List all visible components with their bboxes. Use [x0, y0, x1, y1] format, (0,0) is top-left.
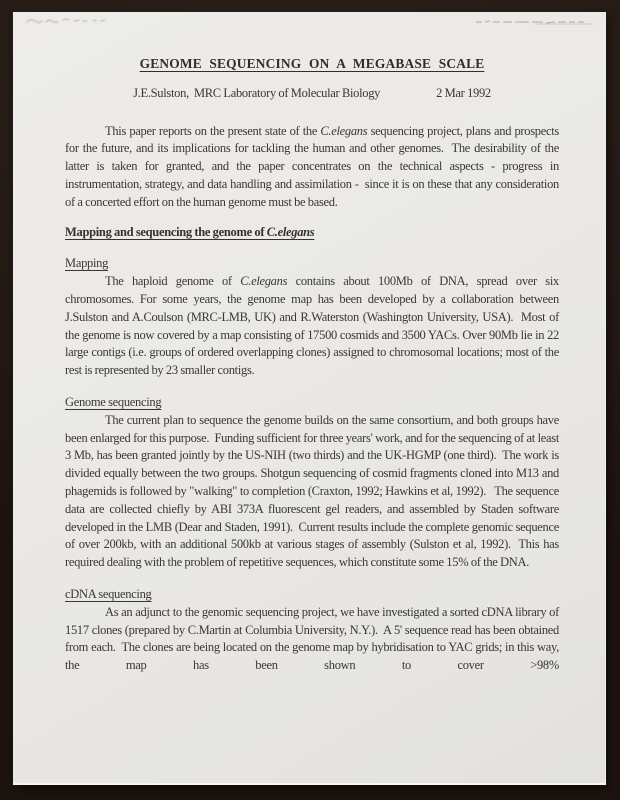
section-heading: Mapping and sequencing the genome of C.elegans	[65, 224, 315, 239]
byline-date: 2 Mar 1992	[436, 85, 491, 100]
pencil-annotation-icon	[25, 15, 111, 27]
genome-sequencing-paragraph: The current plan to sequence the genome builds on the same consortium, and both groups have been enlarged for this purpose. Funding sufficient for three years' work, and for the sequencing of at least 3 Mb, has been granted jointly by the US-NIH (two thirds) and the UK-HGMP (one third). The work is divided equally between the two groups. Shotgun sequencing of cosmid fragments cloned into M13 and phagemids is followed by "walking" to completion (Craxton, 1992; Hawkins et al, 1992). The sequence data are collected chiefly by ABI 373A fluorescent gel readers, and assembled by Staden software developed in the LMB (Dear and Staden, 1991). Current results include the complete genomic sequence of over 200kb, with an additional 500kb at various stages of assembly (Sulston et al, 1992). This has required dealing with the problem of repetitive sequences, which constitute some 15% of the DNA.	[65, 412, 559, 570]
subheading-genome-sequencing: Genome sequencing	[65, 394, 162, 409]
intro-paragraph: This paper reports on the present state of the C.elegans sequencing project, plans and prospects for the future, and its implications for tackling the human and other genomes. The desirability of the latter is taken for granted, and the paper concentrates on the technical aspects - progress in instrumentation, strategy, and data handling and assimilation - since it is on these that any consideration of a concerted effort on the human genome must be based.	[65, 123, 559, 209]
paper-sheet	[13, 12, 606, 785]
cdna-paragraph: As an adjunct to the genomic sequencing project, we have investigated a sorted cDNA library of 1517 clones (prepared by C.Martin at Columbia University, N.Y.). A 5' sequence read has been obtained from each. The clones are being located on the genome map by hybridisation to YAC grids; in this way, the map has been shown to cover >98%	[65, 604, 559, 673]
document-blocks	[65, 123, 559, 675]
document-title: GENOME SEQUENCING ON A MEGABASE SCALE	[139, 56, 485, 71]
byline-author: J.E.Sulston, MRC Laboratory of Molecular Biology	[133, 85, 381, 100]
byline	[65, 85, 559, 103]
subheading-cdna-sequencing: cDNA sequencing	[65, 586, 152, 601]
faint-print-annotation-icon	[475, 18, 597, 26]
document-content	[65, 55, 559, 675]
mapping-paragraph: The haploid genome of C.elegans contains about 100Mb of DNA, spread over six chromosomes. For some years, the genome map has been developed by a collaboration between J.Sulston and A.Coulson (MRC-LMB, UK) and R.Waterston (Washington University, USA). Most of the genome is now covered by a map consisting of 17500 cosmids and 3500 YACs. Over 90Mb lie in 22 large contigs (i.e. groups of ordered overlapping clones) assigned to chromosomal locations; most of the rest is represented by 23 smaller contigs.	[65, 274, 559, 378]
subheading-mapping: Mapping	[65, 256, 109, 271]
